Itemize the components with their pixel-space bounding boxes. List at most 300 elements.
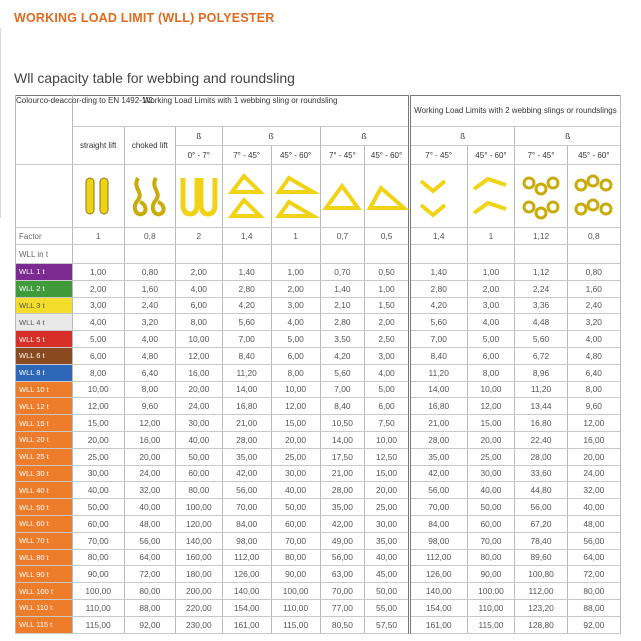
- wll-value: 40,00: [124, 499, 175, 516]
- wll-value: 7,00: [222, 331, 271, 348]
- table-row: [16, 381, 621, 398]
- wll-colour-label: WLL 3 t: [16, 297, 73, 314]
- wll-value: 20,00: [567, 448, 620, 465]
- wll-value: 48,00: [124, 515, 175, 532]
- table-row: [16, 398, 621, 415]
- wll-value: 78,40: [515, 532, 567, 549]
- double-roundsling-icon: [519, 171, 563, 221]
- wll-value: 220,00: [175, 599, 222, 616]
- wll-value: 60,00: [467, 515, 515, 532]
- angle-header: 45° - 60°: [365, 146, 410, 165]
- table-row: [16, 347, 621, 364]
- wll-value: 140,00: [175, 532, 222, 549]
- group1-title: Working Load Limits with 1 webbing sling or roundsling: [72, 96, 409, 127]
- wll-value: 42,00: [409, 465, 467, 482]
- choked-lift-icon: [128, 174, 172, 218]
- wll-value: 10,50: [320, 415, 365, 432]
- wll-colour-label: WLL 4 t: [16, 314, 73, 331]
- wll-value: 11,20: [409, 364, 467, 381]
- wll-value: 4,20: [409, 297, 467, 314]
- wll-value: 60,00: [72, 515, 124, 532]
- wll-value: 6,40: [124, 364, 175, 381]
- beta-symbol: ß: [222, 127, 320, 146]
- two-leg-sling-icon: [226, 170, 268, 222]
- wll-value: 50,00: [365, 583, 410, 600]
- group2-title: Working Load Limits with 2 webbing slings or roundslings: [409, 96, 620, 127]
- wll-colour-label: WLL 15 t: [16, 415, 73, 432]
- wll-value: 15,00: [72, 415, 124, 432]
- method-straight-lift: straight lift: [72, 127, 124, 165]
- wll-value: 98,00: [222, 532, 271, 549]
- wll-value: 0,80: [567, 264, 620, 281]
- wll-value: 4,80: [567, 347, 620, 364]
- wll-value: 7,00: [320, 381, 365, 398]
- wll-value: 70,00: [222, 499, 271, 516]
- wll-value: 7,50: [365, 415, 410, 432]
- wll-value: 77,00: [320, 599, 365, 616]
- wll-value: 2,24: [515, 280, 567, 297]
- factor-value: 0,5: [365, 228, 410, 245]
- wll-value: 40,00: [72, 482, 124, 499]
- wll-value: 1,40: [320, 280, 365, 297]
- angle-header: 45° - 60°: [567, 146, 620, 165]
- wll-colour-label: WLL 80 t: [16, 549, 73, 566]
- wll-value: 20,00: [72, 431, 124, 448]
- wll-value: 3,00: [72, 297, 124, 314]
- wll-value: 60,00: [271, 515, 320, 532]
- wll-value: 128,80: [515, 616, 567, 633]
- triangle-sling-icon: [321, 176, 363, 216]
- wll-value: 72,00: [567, 566, 620, 583]
- table-row: [16, 549, 621, 566]
- wll-value: 24,00: [175, 398, 222, 415]
- wll-value: 28,00: [222, 431, 271, 448]
- wll-value: 1,00: [72, 264, 124, 281]
- wll-value: 16,00: [567, 431, 620, 448]
- wll-value: 57,50: [365, 616, 410, 633]
- wll-colour-label: WLL 1 t: [16, 264, 73, 281]
- table-row: [16, 264, 621, 281]
- wll-value: 50,00: [175, 448, 222, 465]
- wll-value: 64,00: [567, 549, 620, 566]
- wll-colour-label: WLL 5 t: [16, 331, 73, 348]
- factor-value: 1: [271, 228, 320, 245]
- pictogram-cell: [124, 165, 175, 228]
- header-row-2: [16, 127, 621, 146]
- triangle-sling-wide-icon: [367, 176, 407, 216]
- wll-value: 25,00: [365, 499, 410, 516]
- wll-colour-label: WLL 90 t: [16, 566, 73, 583]
- angle-header: 45° - 60°: [467, 146, 515, 165]
- wll-value: 160,00: [175, 549, 222, 566]
- wll-value: 5,00: [72, 331, 124, 348]
- wll-value: 55,00: [365, 599, 410, 616]
- wll-value: 56,00: [320, 549, 365, 566]
- wll-value: 140,00: [409, 583, 467, 600]
- wll-value: 80,00: [567, 583, 620, 600]
- wll-value: 89,60: [515, 549, 567, 566]
- wll-value: 32,00: [124, 482, 175, 499]
- table-row: [16, 364, 621, 381]
- wll-value: 80,00: [467, 549, 515, 566]
- wll-value: 115,00: [72, 616, 124, 633]
- wll-value: 4,00: [365, 364, 410, 381]
- wll-value: 110,00: [271, 599, 320, 616]
- table-row: [16, 482, 621, 499]
- wll-value: 1,60: [567, 280, 620, 297]
- table-row: [16, 532, 621, 549]
- wll-value: 90,00: [271, 566, 320, 583]
- wll-value: 12,00: [72, 398, 124, 415]
- wll-value: 20,00: [467, 431, 515, 448]
- wll-value: 35,00: [222, 448, 271, 465]
- wll-value: 161,00: [409, 616, 467, 633]
- wll-value: 80,00: [175, 482, 222, 499]
- angle-header: 45° - 60°: [271, 146, 320, 165]
- wll-value: 4,00: [72, 314, 124, 331]
- wll-value: 6,00: [467, 347, 515, 364]
- wll-value: 2,00: [72, 280, 124, 297]
- wll-value: 22,40: [515, 431, 567, 448]
- pictogram-cell: [365, 165, 410, 228]
- wll-value: 4,20: [222, 297, 271, 314]
- wll-value: 30,00: [467, 465, 515, 482]
- wll-value: 1,12: [515, 264, 567, 281]
- wll-value: 14,00: [409, 381, 467, 398]
- wll-value: 2,10: [320, 297, 365, 314]
- wll-value: 44,80: [515, 482, 567, 499]
- wll-value: 1,40: [222, 264, 271, 281]
- beta-symbol: ß: [409, 127, 515, 146]
- wll-value: 2,00: [467, 280, 515, 297]
- wll-colour-label: WLL 25 t: [16, 448, 73, 465]
- wll-value: 6,72: [515, 347, 567, 364]
- wll-value: 6,00: [365, 398, 410, 415]
- wll-value: 4,00: [567, 331, 620, 348]
- factor-value: 0,8: [124, 228, 175, 245]
- wll-value: 100,00: [72, 583, 124, 600]
- wll-value: 7,00: [409, 331, 467, 348]
- wll-value: 100,00: [467, 583, 515, 600]
- wll-value: 20,00: [175, 381, 222, 398]
- factor-value: 1,12: [515, 228, 567, 245]
- wll-value: 0,50: [365, 264, 410, 281]
- wll-value: 140,00: [222, 583, 271, 600]
- pictogram-cell: [175, 165, 222, 228]
- angle-header: 7° - 45°: [320, 146, 365, 165]
- wll-value: 80,00: [271, 549, 320, 566]
- factor-value: 1: [467, 228, 515, 245]
- pictogram-cell: [515, 165, 567, 228]
- wll-value: 88,00: [567, 599, 620, 616]
- wll-value: 14,00: [320, 431, 365, 448]
- wll-value: 67,20: [515, 515, 567, 532]
- wll-colour-label: WLL 8 t: [16, 364, 73, 381]
- wll-colour-label: WLL 2 t: [16, 280, 73, 297]
- wll-value: 2,80: [320, 314, 365, 331]
- table-row: [16, 583, 621, 600]
- wll-value: 8,00: [567, 381, 620, 398]
- wll-colour-label: WLL 110 t: [16, 599, 73, 616]
- angle-header: 7° - 45°: [409, 146, 467, 165]
- wll-colour-label: WLL 40 t: [16, 482, 73, 499]
- wll-value: 2,40: [567, 297, 620, 314]
- wll-value: 56,00: [124, 532, 175, 549]
- wll-value: 3,50: [320, 331, 365, 348]
- factor-row: [16, 228, 621, 245]
- wll-value: 49,00: [320, 532, 365, 549]
- wll-value: 115,00: [467, 616, 515, 633]
- wll-value: 32,00: [567, 482, 620, 499]
- wll-value: 80,50: [320, 616, 365, 633]
- unit-label: WLL in t: [16, 245, 73, 264]
- wll-value: 8,00: [271, 364, 320, 381]
- wll-value: 6,00: [72, 347, 124, 364]
- wll-colour-label: WLL 30 t: [16, 465, 73, 482]
- page-heading: WORKING LOAD LIMIT (WLL) POLYESTER: [14, 11, 275, 25]
- angle-header: 7° - 45°: [222, 146, 271, 165]
- factor-value: 0,8: [567, 228, 620, 245]
- wll-value: 15,00: [365, 465, 410, 482]
- wll-value: 10,00: [72, 381, 124, 398]
- wll-value: 56,00: [567, 532, 620, 549]
- wll-value: 64,00: [124, 549, 175, 566]
- factor-label: Factor: [16, 228, 73, 245]
- wll-value: 180,00: [175, 566, 222, 583]
- wll-value: 154,00: [222, 599, 271, 616]
- wll-value: 24,00: [567, 465, 620, 482]
- wll-value: 9,60: [124, 398, 175, 415]
- wll-value: 30,00: [365, 515, 410, 532]
- wll-value: 3,20: [124, 314, 175, 331]
- wll-value: 50,00: [467, 499, 515, 516]
- wll-value: 60,00: [175, 465, 222, 482]
- wll-value: 33,60: [515, 465, 567, 482]
- wll-colour-label: WLL 60 t: [16, 515, 73, 532]
- wll-colour-label: WLL 100 t: [16, 583, 73, 600]
- wll-value: 161,00: [222, 616, 271, 633]
- wll-value: 100,80: [515, 566, 567, 583]
- wll-value: 1,00: [271, 264, 320, 281]
- wll-colour-label: WLL 12 t: [16, 398, 73, 415]
- wll-value: 5,60: [222, 314, 271, 331]
- wll-value: 10,00: [365, 431, 410, 448]
- wll-value: 35,00: [320, 499, 365, 516]
- wll-value: 40,00: [175, 431, 222, 448]
- wll-value: 92,00: [124, 616, 175, 633]
- wll-value: 8,00: [175, 314, 222, 331]
- wll-value: 70,00: [467, 532, 515, 549]
- wll-value: 70,00: [72, 532, 124, 549]
- beta-symbol: ß: [320, 127, 409, 146]
- pictogram-cell: [467, 165, 515, 228]
- wll-value: 35,00: [365, 532, 410, 549]
- wll-value: 11,20: [222, 364, 271, 381]
- wll-value: 24,00: [124, 465, 175, 482]
- factor-value: 2: [175, 228, 222, 245]
- wll-value: 4,00: [124, 331, 175, 348]
- pictogram-cell: [72, 165, 124, 228]
- wll-value: 4,48: [515, 314, 567, 331]
- header-row-1: [16, 96, 621, 127]
- wll-value: 3,00: [365, 347, 410, 364]
- wll-value: 110,00: [467, 599, 515, 616]
- wll-value: 1,00: [365, 280, 410, 297]
- basket-lift-icon: [178, 174, 220, 218]
- wll-value: 6,40: [567, 364, 620, 381]
- wll-value: 12,00: [567, 415, 620, 432]
- wll-value: 4,00: [271, 314, 320, 331]
- wll-value: 112,00: [409, 549, 467, 566]
- wll-value: 80,00: [72, 549, 124, 566]
- wll-value: 16,80: [409, 398, 467, 415]
- beta-symbol: ß: [175, 127, 222, 146]
- wll-value: 13,44: [515, 398, 567, 415]
- beta-symbol: ß: [515, 127, 621, 146]
- wll-value: 48,00: [567, 515, 620, 532]
- wll-value: 6,00: [175, 297, 222, 314]
- wll-value: 16,80: [515, 415, 567, 432]
- table-row: [16, 448, 621, 465]
- wll-value: 3,00: [271, 297, 320, 314]
- wll-value: 4,80: [124, 347, 175, 364]
- wll-value: 11,20: [515, 381, 567, 398]
- wll-value: 16,00: [175, 364, 222, 381]
- wll-value: 70,00: [409, 499, 467, 516]
- wll-value: 14,00: [222, 381, 271, 398]
- wll-value: 21,00: [409, 415, 467, 432]
- wll-value: 8,40: [222, 347, 271, 364]
- wll-colour-label: WLL 70 t: [16, 532, 73, 549]
- wll-value: 40,00: [365, 549, 410, 566]
- wll-value: 8,40: [320, 398, 365, 415]
- page-subheading: Wll capacity table for webbing and roundsling: [14, 70, 295, 86]
- factor-value: 0,7: [320, 228, 365, 245]
- wll-capacity-table: [15, 95, 621, 634]
- wll-value: 98,00: [409, 532, 467, 549]
- wll-value: 21,00: [320, 465, 365, 482]
- wll-value: 30,00: [175, 415, 222, 432]
- wll-value: 35,00: [409, 448, 467, 465]
- wll-value: 115,00: [271, 616, 320, 633]
- wll-value: 1,00: [467, 264, 515, 281]
- factor-value: 1,4: [222, 228, 271, 245]
- wll-value: 16,00: [124, 431, 175, 448]
- straight-lift-icon: [78, 174, 118, 218]
- wll-value: 5,60: [409, 314, 467, 331]
- table-row: [16, 331, 621, 348]
- wll-value: 5,60: [320, 364, 365, 381]
- wll-rows: [16, 264, 621, 634]
- pictogram-cell: [409, 165, 467, 228]
- table-row: [16, 599, 621, 616]
- wll-value: 2,80: [222, 280, 271, 297]
- wll-value: 50,00: [271, 499, 320, 516]
- wll-value: 6,00: [271, 347, 320, 364]
- wll-value: 126,00: [409, 566, 467, 583]
- wll-value: 112,00: [515, 583, 567, 600]
- wll-value: 40,00: [567, 499, 620, 516]
- table-row: [16, 314, 621, 331]
- wll-value: 154,00: [409, 599, 467, 616]
- wll-value: 45,00: [365, 566, 410, 583]
- wll-value: 30,00: [271, 465, 320, 482]
- wll-value: 28,00: [515, 448, 567, 465]
- wll-value: 12,00: [467, 398, 515, 415]
- unit-row: [16, 245, 621, 264]
- wll-value: 10,00: [467, 381, 515, 398]
- wll-value: 2,00: [175, 264, 222, 281]
- wll-colour-label: WLL 115 t: [16, 616, 73, 633]
- wll-value: 100,00: [175, 499, 222, 516]
- wll-value: 40,00: [271, 482, 320, 499]
- wll-value: 1,50: [365, 297, 410, 314]
- wll-value: 70,00: [320, 583, 365, 600]
- table-row: [16, 515, 621, 532]
- pictogram-blank: [16, 165, 73, 228]
- wll-value: 2,00: [365, 314, 410, 331]
- wll-value: 12,00: [271, 398, 320, 415]
- wll-value: 63,00: [320, 566, 365, 583]
- wll-value: 1,60: [124, 280, 175, 297]
- wll-value: 4,00: [175, 280, 222, 297]
- wll-value: 230,00: [175, 616, 222, 633]
- pictogram-cell: [320, 165, 365, 228]
- wll-value: 5,00: [467, 331, 515, 348]
- wll-value: 28,00: [409, 431, 467, 448]
- wll-value: 70,00: [271, 532, 320, 549]
- double-webbing-wide-icon: [470, 171, 512, 221]
- wll-value: 8,00: [467, 364, 515, 381]
- two-leg-sling-wide-icon: [275, 170, 317, 222]
- wll-colour-label: WLL 20 t: [16, 431, 73, 448]
- wll-value: 88,00: [124, 599, 175, 616]
- colour-code-header: Colourco-deaccor-ding to EN 1492-1/2: [16, 96, 73, 165]
- wll-value: 100,00: [271, 583, 320, 600]
- wll-value: 1,40: [409, 264, 467, 281]
- wll-value: 9,60: [567, 398, 620, 415]
- table-row: [16, 566, 621, 583]
- wll-value: 72,00: [124, 566, 175, 583]
- pictogram-cell: [271, 165, 320, 228]
- wll-value: 2,50: [365, 331, 410, 348]
- wll-value: 3,36: [515, 297, 567, 314]
- wll-value: 112,00: [222, 549, 271, 566]
- wll-value: 20,00: [271, 431, 320, 448]
- wll-value: 28,00: [320, 482, 365, 499]
- wll-value: 90,00: [467, 566, 515, 583]
- wll-value: 110,00: [72, 599, 124, 616]
- wll-value: 12,00: [175, 347, 222, 364]
- factor-value: 1,4: [409, 228, 467, 245]
- wll-colour-label: WLL 6 t: [16, 347, 73, 364]
- wll-value: 2,40: [124, 297, 175, 314]
- factor-value: 1: [72, 228, 124, 245]
- wll-value: 80,00: [124, 583, 175, 600]
- wll-value: 8,00: [124, 381, 175, 398]
- wll-value: 126,00: [222, 566, 271, 583]
- table-row: [16, 616, 621, 633]
- wll-value: 20,00: [124, 448, 175, 465]
- wll-value: 2,80: [409, 280, 467, 297]
- wll-value: 84,00: [222, 515, 271, 532]
- double-webbing-icon: [417, 171, 461, 221]
- table-row: [16, 297, 621, 314]
- wll-value: 120,00: [175, 515, 222, 532]
- wll-value: 30,00: [72, 465, 124, 482]
- wll-value: 8,40: [409, 347, 467, 364]
- wll-value: 92,00: [567, 616, 620, 633]
